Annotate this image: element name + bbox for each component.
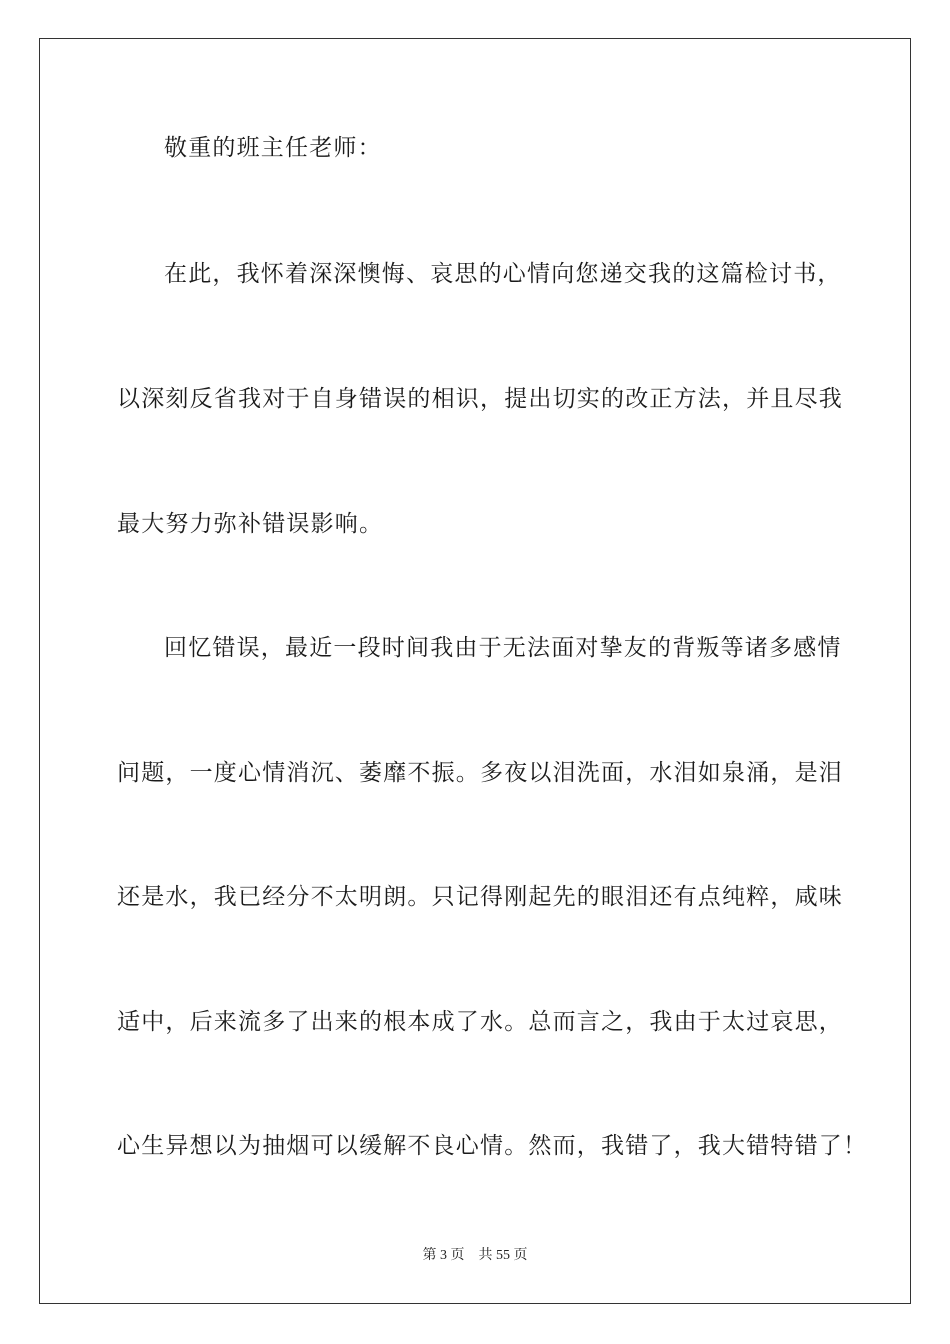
paragraph-line-6: 还是水，我已经分不太明朗。只记得刚起先的眼泪还有点纯粹，咸味 [117,884,843,910]
paragraph-line-1: 在此，我怀着深深懊悔、哀思的心情向您递交我的这篇检讨书， [164,261,842,287]
page-number: 第 3 页 [422,1248,465,1263]
salutation: 敬重的班主任老师： [164,135,382,161]
paragraph-line-7: 适中，后来流多了出来的根本成了水。总而言之，我由于太过哀思， [117,1009,843,1035]
page-total: 共 55 页 [478,1248,528,1263]
paragraph-line-5: 问题，一度心情消沉、萎靡不振。多夜以泪洗面，水泪如泉涌，是泪 [117,760,843,786]
paragraph-line-3: 最大努力弥补错误影响。 [117,511,384,537]
paragraph-line-4: 回忆错误，最近一段时间我由于无法面对挚友的背叛等诸多感情 [164,635,842,661]
page-footer [0,1247,950,1265]
paragraph-line-2: 以深刻反省我对于自身错误的相识，提出切实的改正方法，并且尽我 [117,386,843,412]
paragraph-line-8: 心生异想以为抽烟可以缓解不良心情。然而，我错了，我大错特错了！ [117,1133,868,1159]
page-border [39,38,911,1304]
